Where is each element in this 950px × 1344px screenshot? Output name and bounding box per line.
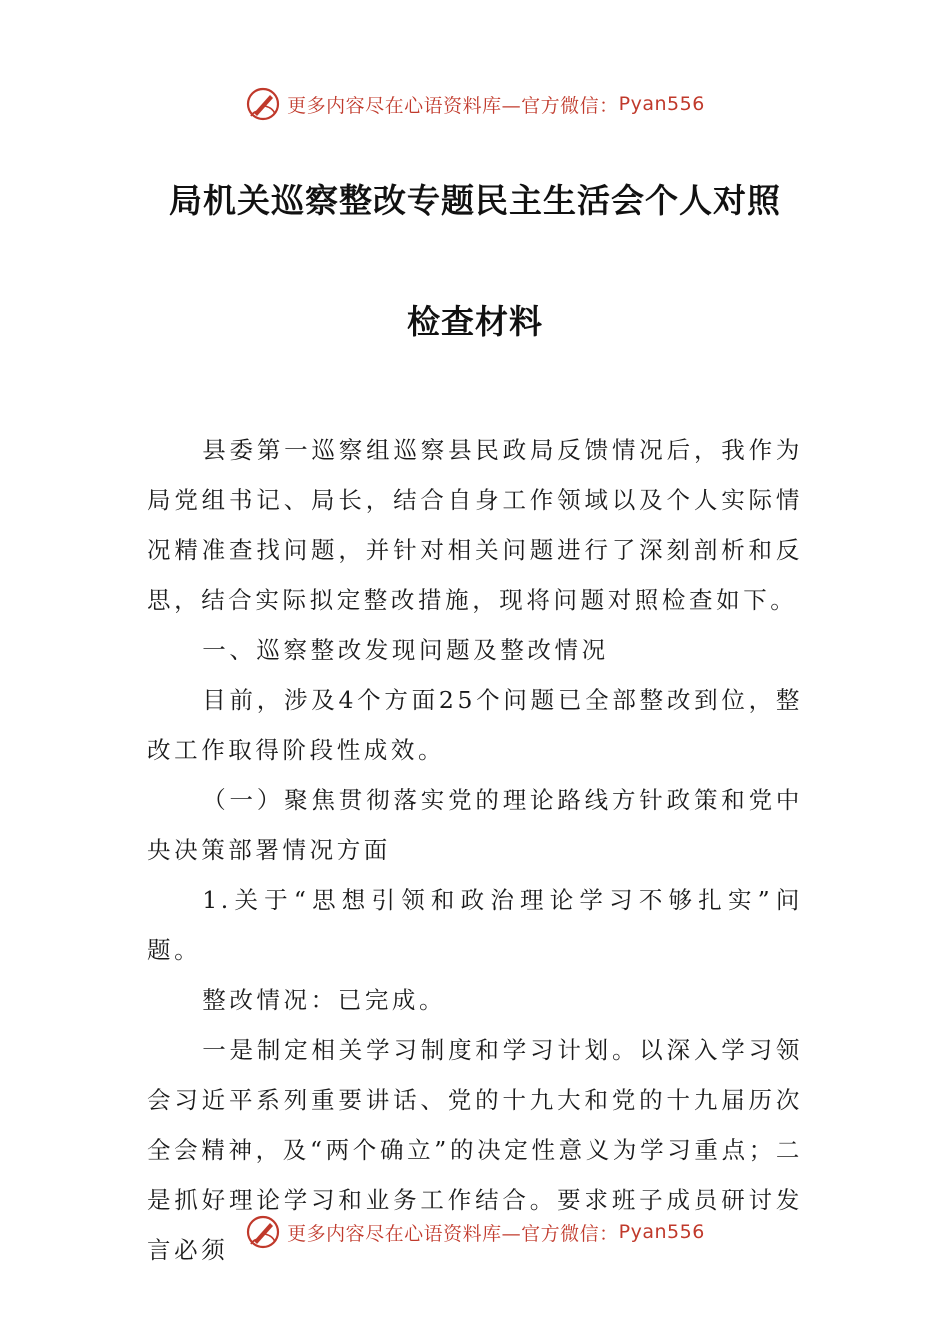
watermark-wechat-id: Pyan556 [618,1221,705,1243]
watermark-wechat-id: Pyan556 [618,93,705,115]
item-status-1: 整改情况：已完成。 [202,986,447,1014]
watermark-footer [0,1212,950,1252]
paragraph-status: 目前，涉及4个方面25个问题已全部整改到位，整改工作取得阶段性成效。 [147,686,803,764]
section-heading-1: 一、巡察整改发现问题及整改情况 [202,636,609,664]
subsection-heading-1: （一）聚焦贯彻落实党的理论路线方针政策和党中央决策部署情况方面 [147,786,803,864]
paragraph-measures: 一是制定相关学习制度和学习计划。以深入学习领会习近平系列重要讲话、党的十九大和党的十九届历次全会精神，及“两个确立”的决定性意义为学习重点；二是抓好理论学习和业务工作结合。要求班子成员研讨发言必须 [147,1036,803,1264]
watermark-header [0,84,950,124]
item-heading-1: 1.关于“思想引领和政治理论学习不够扎实”问题。 [147,886,803,964]
pen-logo-icon [245,1214,281,1250]
document-body [147,425,803,1275]
watermark-text: 更多内容尽在心语资料库—官方微信： [287,1222,619,1245]
pen-logo-icon [245,86,281,122]
watermark-text: 更多内容尽在心语资料库—官方微信： [287,94,619,117]
document-title-line1: 局机关巡察整改专题民主生活会个人对照 [169,181,781,220]
paragraph-intro: 县委第一巡察组巡察县民政局反馈情况后，我作为局党组书记、局长，结合自身工作领域以及个人实际情况精准查找问题，并针对相关问题进行了深刻剖析和反思，结合实际拟定整改措施，现将问题对照检查如下。 [147,436,803,614]
document-title-line2: 检查材料 [407,302,543,341]
